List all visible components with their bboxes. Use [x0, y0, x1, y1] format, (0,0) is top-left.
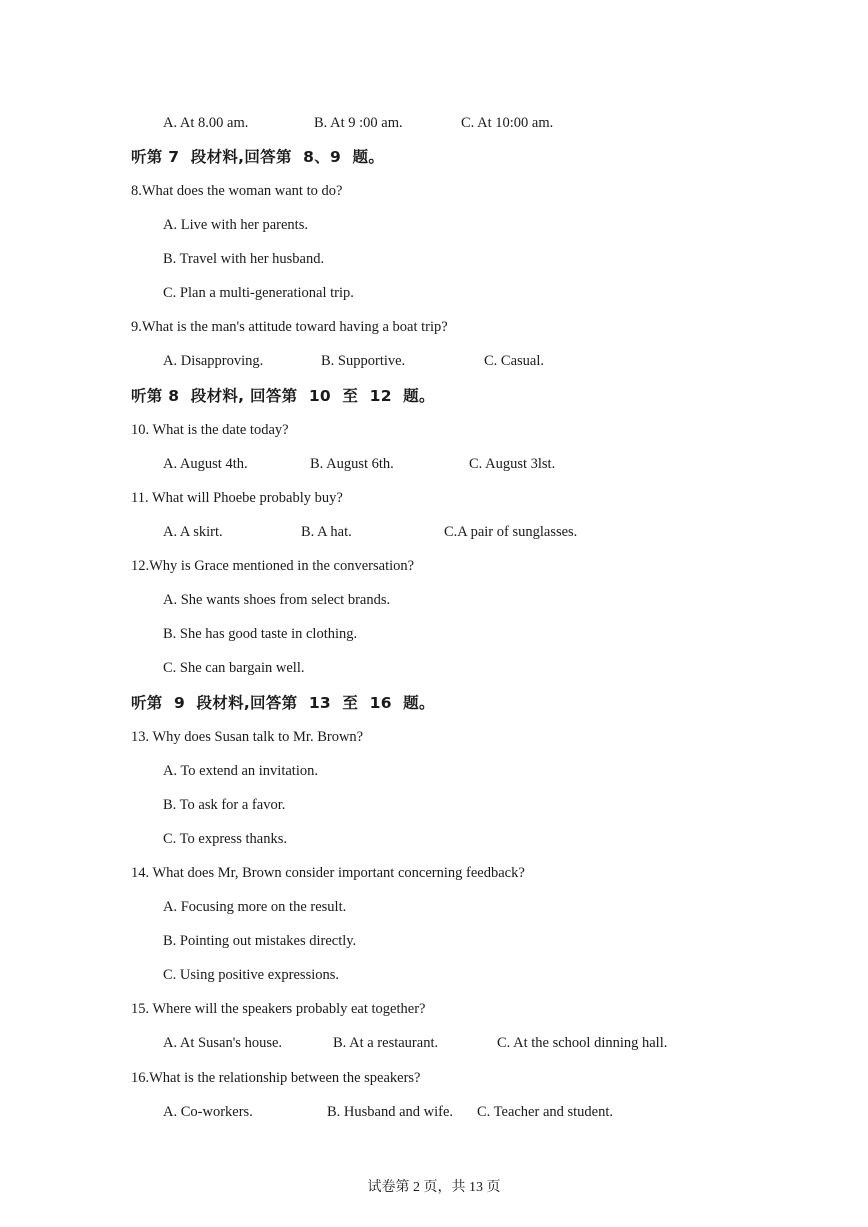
option-c: C.A pair of sunglasses.	[444, 524, 578, 540]
option-c: C. To express thanks.	[163, 831, 287, 847]
option-c: C. Plan a multi-generational trip.	[163, 285, 354, 301]
option-c: C. At the school dinning hall.	[497, 1035, 668, 1051]
question-16: 16.What is the relationship between the speakers?	[131, 1070, 421, 1086]
question-15: 15. Where will the speakers probably eat together?	[131, 1001, 426, 1017]
option-a: A. August 4th.	[163, 456, 248, 472]
option-c: C. She can bargain well.	[163, 660, 305, 676]
question-9: 9.What is the man's attitude toward having a boat trip?	[131, 319, 448, 335]
option-c: C. August 3lst.	[469, 456, 556, 472]
option-a: A. At Susan's house.	[163, 1035, 283, 1051]
option-b: B. A hat.	[301, 524, 352, 540]
option-b: B. Husband and wife.	[327, 1104, 454, 1120]
section-heading-9: 听第 9 段材料,回答第 13 至 16 题。	[131, 694, 435, 712]
option-a: A. A skirt.	[163, 524, 223, 540]
option-b: B. August 6th.	[310, 456, 394, 472]
question-10: 10. What is the date today?	[131, 422, 289, 438]
option-b: B. To ask for a favor.	[163, 797, 286, 813]
option-a: A. Disapproving.	[163, 353, 264, 369]
option-a: A. At 8.00 am.	[163, 115, 249, 131]
question-12: 12.Why is Grace mentioned in the conversation?	[131, 558, 415, 574]
option-b: B. At 9 :00 am.	[314, 115, 403, 131]
option-b: B. She has good taste in clothing.	[163, 626, 358, 642]
option-a: A. Live with her parents.	[163, 217, 308, 233]
option-a: A. Focusing more on the result.	[163, 899, 347, 915]
option-c: C. At 10:00 am.	[461, 115, 554, 131]
question-14: 14. What does Mr, Brown consider important concerning feedback?	[131, 865, 525, 881]
page-footer: 试卷第 2 页，共 13 页	[367, 1180, 501, 1195]
option-c: C. Casual.	[484, 353, 545, 369]
option-a: A. To extend an invitation.	[163, 763, 318, 779]
option-a: A. Co-workers.	[163, 1104, 253, 1120]
option-b: B. At a restaurant.	[333, 1035, 439, 1051]
option-b: B. Supportive.	[321, 353, 406, 369]
section-heading-8: 听第 8 段材料, 回答第 10 至 12 题。	[131, 387, 435, 405]
option-a: A. She wants shoes from select brands.	[163, 592, 391, 608]
question-13: 13. Why does Susan talk to Mr. Brown?	[131, 729, 364, 745]
section-heading-7: 听第 7 段材料,回答第 8、9 题。	[131, 148, 385, 166]
option-b: B. Travel with her husband.	[163, 251, 325, 267]
question-8: 8.What does the woman want to do?	[131, 183, 343, 199]
option-c: C. Teacher and student.	[477, 1104, 614, 1120]
option-c: C. Using positive expressions.	[163, 967, 340, 983]
option-b: B. Pointing out mistakes directly.	[163, 933, 357, 949]
question-11: 11. What will Phoebe probably buy?	[131, 490, 343, 506]
